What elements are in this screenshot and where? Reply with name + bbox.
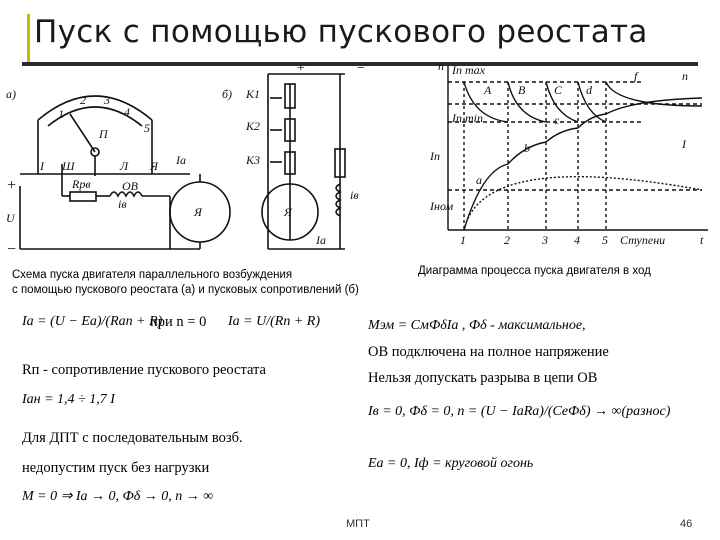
startup-diagram xyxy=(412,60,712,256)
page-number: 46 xyxy=(680,518,693,530)
formula-rp-desc: Rп - сопротивление пускового реостата xyxy=(22,362,266,378)
formula-arc: Eа = 0, Iф = круговой огонь xyxy=(368,456,534,471)
formula-moment: Mэм = CмФδIа , Фδ - максимальное, xyxy=(368,318,586,333)
curve-f: f xyxy=(634,69,638,83)
terminal-4: 4 xyxy=(124,105,130,119)
slide-title: Пуск с помощью пускового реостата xyxy=(34,14,648,50)
axis-t: t xyxy=(700,233,704,247)
step-1: 1 xyxy=(460,233,466,247)
starter-schematic xyxy=(0,64,410,264)
letter-i: I xyxy=(40,159,44,173)
curve-a-upper: A xyxy=(484,83,492,97)
formula-ia-start: Iа = U/(Rп + R) xyxy=(228,314,320,329)
formula-runaway: Iв = 0, Фδ = 0, n = (U − IаRа)/(CеФδ) → ∞(разнос) xyxy=(368,404,671,419)
minus-sign-b: − xyxy=(356,64,366,76)
contactor-k3: К3 xyxy=(246,153,260,167)
label-a: а) xyxy=(6,87,16,101)
step-4: 4 xyxy=(574,233,580,247)
footer-center: МПТ xyxy=(346,518,370,530)
curve-b: b xyxy=(524,141,530,155)
field-label: ОВ xyxy=(122,179,138,193)
schematic-caption-line-2: с помощью пускового реостата (а) и пусковых сопротивлений (б) xyxy=(12,284,359,296)
terminal-2: 2 xyxy=(80,93,86,107)
plus-sign: + xyxy=(6,177,17,194)
label-ipmin: Iп min xyxy=(452,111,483,125)
curve-c: c xyxy=(554,113,560,127)
diagram-caption: Диаграмма процесса пуска двигателя в ход xyxy=(418,265,651,277)
current-ia: Iа xyxy=(176,153,186,167)
arm-label: П xyxy=(99,127,108,141)
letter-ya: Я xyxy=(150,159,158,173)
current-ia-b: Iа xyxy=(316,233,326,247)
current-iv: iв xyxy=(118,197,127,211)
formula-ian: Iан = 1,4 ÷ 1,7 I xyxy=(22,392,115,407)
title-accent-bar xyxy=(27,14,30,62)
axis-n: n xyxy=(438,60,444,73)
step-5: 5 xyxy=(602,233,608,247)
label-ipmax: Iп max xyxy=(452,63,485,77)
label-b: б) xyxy=(222,87,233,101)
curve-a: a xyxy=(476,173,482,187)
curve-n: n xyxy=(682,69,688,83)
terminal-1: 1 xyxy=(58,107,64,121)
formula-condition: при n = 0 xyxy=(150,314,207,330)
curve-d: d xyxy=(586,83,592,97)
minus-sign: − xyxy=(6,241,17,258)
curve-b-upper: B xyxy=(518,83,526,97)
axis-steps: Ступени xyxy=(620,233,666,247)
motor-label: Я xyxy=(194,205,202,219)
step-3: 3 xyxy=(542,233,548,247)
current-iv-b: iв xyxy=(350,188,359,202)
curve-i: I xyxy=(682,137,686,151)
schematic-caption-line-1: Схема пуска двигателя параллельного возбуждения xyxy=(12,269,293,281)
ov-no-break: Нельзя допускать разрыва в цепи ОВ xyxy=(368,370,598,386)
letter-sh: Ш xyxy=(62,159,75,173)
terminal-5: 5 xyxy=(144,121,150,135)
motor-label-b: Я xyxy=(284,205,292,219)
formula-no-load: M = 0 ⇒ Iа → 0, Фδ → 0, n → ∞ xyxy=(22,489,214,504)
curve-c-upper: C xyxy=(554,83,563,97)
plus-sign-b: + xyxy=(296,64,306,76)
terminal-3: 3 xyxy=(104,93,110,107)
supply-u: U xyxy=(6,211,15,225)
step-2: 2 xyxy=(504,233,510,247)
letter-l: Л xyxy=(120,159,129,173)
label-inom: Iном xyxy=(430,199,454,213)
label-ip: Iп xyxy=(430,149,440,163)
formula-ia-general: Iа = (U − Eа)/(Rап + R) xyxy=(22,314,163,329)
contactor-k1: К1 xyxy=(246,87,260,101)
ov-full-voltage: ОВ подключена на полное напряжение xyxy=(368,344,609,360)
contactor-k2: К2 xyxy=(246,119,260,133)
schematic-caption xyxy=(12,268,359,298)
dpt-note-line-1: Для ДПТ с последовательным возб. xyxy=(22,430,243,446)
resistor-label: Rрв xyxy=(72,177,91,191)
dpt-note-line-2: недопустим пуск без нагрузки xyxy=(22,460,210,476)
